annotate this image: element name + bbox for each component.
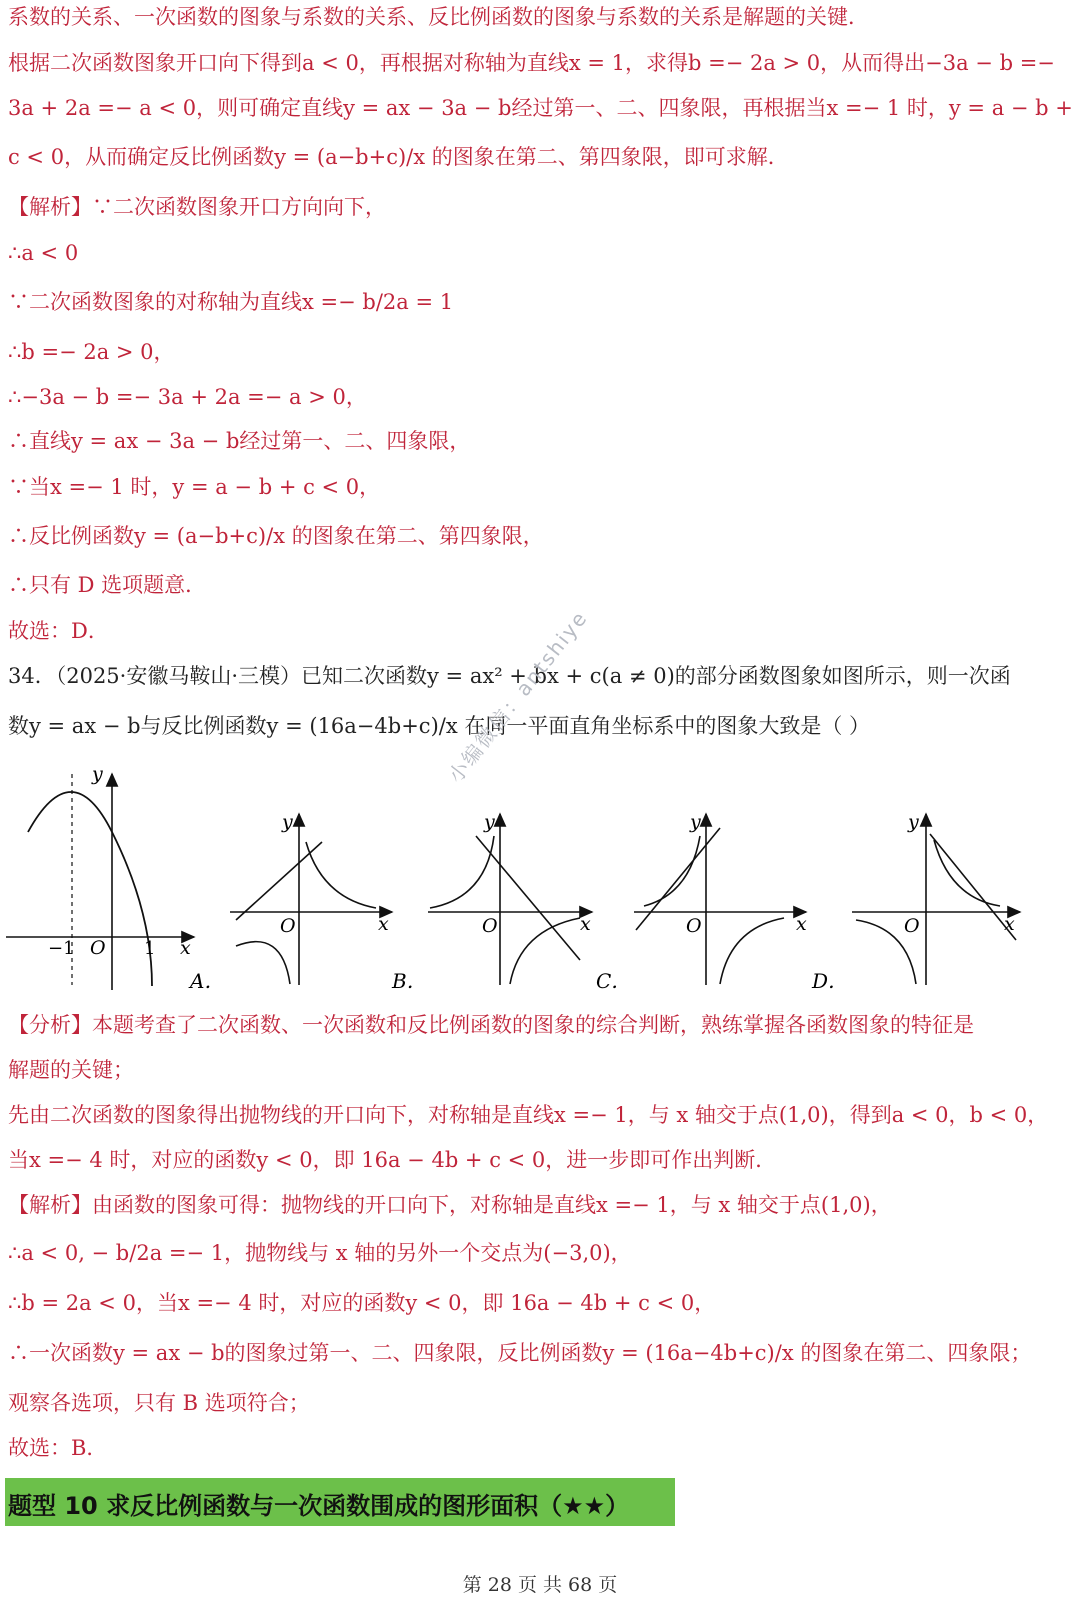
- text-line: 当x =− 4 时，对应的函数y < 0，即 16a − 4b + c < 0，进一步即可作出判断．: [8, 1148, 777, 1172]
- text-line: ∴b = 2a < 0，当x =− 4 时，对应的函数y < 0，即 16a − 4b + c < 0，: [8, 1291, 716, 1315]
- text-line: 3a + 2a =− a < 0，则可确定直线y = ax − 3a − b经过第一、二、四象限，再根据当x =− 1 时，y = a − b +: [8, 96, 1073, 120]
- text-line: 观察各选项，只有 B 选项符合；: [8, 1391, 310, 1415]
- svg-text:x: x: [378, 913, 389, 935]
- option-a-graph: [188, 811, 392, 993]
- y-label: y: [92, 770, 103, 785]
- text-line: ∴反比例函数y = (a−b+c)/x 的图象在第二、第四象限，: [8, 524, 544, 548]
- svg-text:y: y: [282, 811, 293, 833]
- option-d-label: D．: [812, 969, 849, 993]
- function-graphs-figure: [0, 770, 1080, 1010]
- text-line: ∴只有 D 选项题意．: [8, 573, 207, 597]
- svg-text:O: O: [280, 915, 296, 937]
- text-line: ∴b =− 2a > 0，: [8, 340, 175, 364]
- svg-text:y: y: [908, 811, 919, 833]
- text-line: ∴−3a − b =− 3a + 2a =− a > 0，: [8, 385, 367, 409]
- origin-label: O: [90, 937, 106, 959]
- svg-text:y: y: [484, 811, 495, 833]
- svg-text:y: y: [690, 811, 701, 833]
- option-a-label: A．: [190, 969, 225, 993]
- one-label: 1: [144, 938, 156, 959]
- svg-text:O: O: [904, 915, 920, 937]
- watermark: 小编微信：antshiye: [443, 605, 593, 788]
- svg-text:O: O: [686, 915, 702, 937]
- text-line: 【分析】本题考查了二次函数、一次函数和反比例函数的图象的综合判断，熟练掌握各函数图象的特征是: [8, 1013, 974, 1037]
- svg-text:x: x: [796, 913, 807, 935]
- section-title: 题型 10 求反比例函数与一次函数围成的图形面积（★★）: [8, 1492, 630, 1520]
- text-line: 故选：D．: [8, 619, 109, 643]
- text-line: ∵二次函数图象的对称轴为直线x =− b/2a = 1: [8, 290, 454, 314]
- option-b-graph: [391, 811, 592, 993]
- text-line: ∴直线y = ax − 3a − b经过第一、二、四象限，: [8, 429, 471, 453]
- text-line: 故选：B．: [8, 1436, 108, 1460]
- neg-one-label: −1: [48, 938, 75, 959]
- text-line: 解题的关键；: [8, 1058, 134, 1082]
- question-line: 34．（2025·安徽马鞍山·三模）已知二次函数y = ax² + bx + c(a ≠ 0)的部分函数图象如图所示，则一次函: [8, 664, 1011, 688]
- text-line: 根据二次函数图象开口向下得到a < 0，再根据对称轴为直线x = 1，求得b =− 2a > 0，从而得出−3a − b =−: [8, 51, 1055, 75]
- text-line: 系数的关系、一次函数的图象与系数的关系、反比例函数的图象与系数的关系是解题的关键．: [8, 5, 869, 29]
- parabola-graph: [6, 770, 194, 990]
- question-line: 数y = ax − b与反比例函数y = (16a−4b+c)/x 在同一平面直角坐标系中的图象大致是（ ）: [8, 714, 871, 738]
- option-c-label: C．: [596, 969, 632, 993]
- text-line: ∵当x =− 1 时，y = a − b + c < 0，: [8, 475, 381, 499]
- text-line: 先由二次函数的图象得出抛物线的开口向下，对称轴是直线x =− 1，与 x 轴交于点(1,0)，得到a < 0，b < 0，: [8, 1103, 1049, 1127]
- option-d-graph: [811, 811, 1020, 993]
- text-line: c < 0，从而确定反比例函数y = (a−b+c)/x 的图象在第二、第四象限，即可求解．: [8, 145, 789, 169]
- text-line: 【解析】∵二次函数图象开口方向向下，: [8, 195, 386, 219]
- x-label: x: [180, 937, 191, 959]
- page-footer: 第 28 页 共 68 页: [462, 1574, 618, 1596]
- option-c-graph: [596, 811, 807, 993]
- svg-text:O: O: [482, 915, 498, 937]
- text-line: ∴a < 0: [8, 241, 79, 265]
- text-line: ∴a < 0, − b/2a =− 1，抛物线与 x 轴的另外一个交点为(−3,0)，: [8, 1241, 632, 1265]
- svg-text:x: x: [580, 913, 591, 935]
- svg-text:x: x: [1004, 913, 1015, 935]
- text-line: ∴一次函数y = ax − b的图象过第一、二、四象限，反比例函数y = (16a−4b+c)/x 的图象在第二、四象限；: [8, 1341, 1032, 1365]
- option-b-label: B．: [392, 969, 427, 993]
- text-line: 【解析】由函数的图象可得：抛物线的开口向下，对称轴是直线x =− 1，与 x 轴交于点(1,0)，: [8, 1193, 892, 1217]
